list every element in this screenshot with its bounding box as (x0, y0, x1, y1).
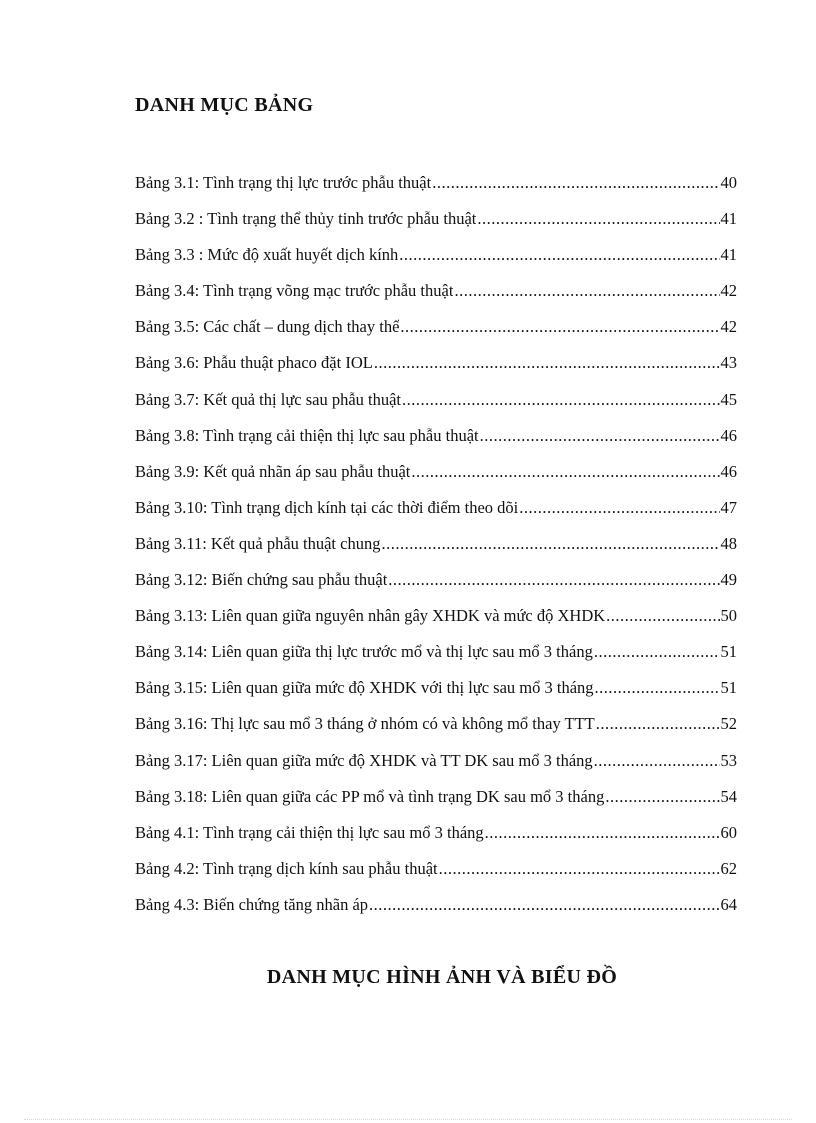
toc-entry-page: 47 (720, 497, 737, 517)
toc-entry-title: Bảng 4.3: Biến chứng tăng nhãn áp (135, 894, 369, 914)
toc-entry-title: Bảng 3.16: Thị lực sau mổ 3 tháng ở nhóm có và không mổ thay TTT (135, 714, 595, 734)
toc-entry-page: 46 (720, 461, 737, 481)
dot-leader (388, 569, 719, 591)
dot-leader (374, 352, 720, 374)
dot-leader (594, 750, 720, 772)
toc-entry-page: 42 (720, 317, 737, 337)
toc-entry-title: Bảng 3.17: Liên quan giữa mức độ XHDK và TT DK sau mổ 3 tháng (135, 750, 593, 770)
toc-entry[interactable] (135, 822, 737, 858)
dot-leader (411, 461, 719, 483)
toc-entry-page: 51 (720, 678, 737, 698)
toc-entry[interactable] (135, 858, 737, 894)
toc-entry-page: 48 (720, 533, 737, 553)
toc-entry-title: Bảng 3.13: Liên quan giữa nguyên nhân gây XHDK và mức độ XHDK (135, 606, 606, 626)
toc-entry-page: 52 (720, 714, 737, 734)
dot-leader (596, 713, 720, 735)
toc-entry-page: 40 (720, 173, 737, 192)
toc-entry-page: 64 (720, 894, 737, 914)
dot-leader (477, 208, 719, 230)
toc-entry-page: 46 (720, 425, 737, 445)
toc-entry-page: 49 (720, 570, 737, 590)
toc-entry-page: 43 (720, 353, 737, 373)
toc-entry-title: Bảng 3.2 : Tình trạng thể thủy tinh trước phẫu thuật (135, 209, 477, 229)
table-of-contents (135, 172, 737, 930)
toc-entry-title: Bảng 3.6: Phẫu thuật phaco đặt IOL (135, 353, 373, 373)
toc-entry-page: 54 (720, 786, 737, 806)
dot-leader (432, 172, 719, 194)
toc-entry-page: 41 (720, 209, 737, 229)
toc-entry[interactable] (135, 569, 737, 605)
toc-entry-title: Bảng 4.2: Tình trạng dịch kính sau phẫu thuật (135, 858, 438, 878)
toc-entry-page: 41 (720, 245, 737, 265)
toc-entry[interactable] (135, 208, 737, 244)
dot-leader (381, 533, 719, 555)
toc-entry-title: Bảng 3.12: Biến chứng sau phẫu thuật (135, 570, 388, 590)
toc-entry-page: 60 (720, 822, 737, 842)
toc-entry[interactable] (135, 497, 737, 533)
toc-entry[interactable] (135, 425, 737, 461)
toc-entry[interactable] (135, 533, 737, 569)
toc-entry-title: Bảng 3.15: Liên quan giữa mức độ XHDK với thị lực sau mổ 3 tháng (135, 678, 594, 698)
toc-entry[interactable] (135, 316, 737, 352)
toc-entry[interactable] (135, 713, 737, 749)
dot-leader (402, 389, 719, 411)
toc-entry[interactable] (135, 641, 737, 677)
toc-entry-page: 42 (720, 281, 737, 301)
toc-entry[interactable] (135, 172, 737, 208)
dot-leader (399, 244, 719, 266)
toc-entry[interactable] (135, 677, 737, 713)
toc-entry[interactable] (135, 894, 737, 930)
dot-leader (369, 894, 719, 916)
list-of-figures-heading: DANH MỤC HÌNH ẢNH VÀ BIỂU ĐỒ (266, 966, 618, 988)
toc-entry-page: 45 (720, 389, 737, 409)
toc-entry-title: Bảng 3.7: Kết quả thị lực sau phẫu thuật (135, 389, 402, 409)
toc-entry-title: Bảng 3.8: Tình trạng cải thiện thị lực sau phẫu thuật (135, 425, 479, 445)
toc-entry[interactable] (135, 605, 737, 641)
dot-leader (519, 497, 719, 519)
toc-entry-page: 53 (720, 750, 737, 770)
toc-entry-page: 51 (720, 642, 737, 662)
toc-entry-title: Bảng 3.10: Tình trạng dịch kính tại các thời điểm theo dõi (135, 497, 519, 517)
toc-entry-page: 50 (720, 606, 737, 626)
toc-entry[interactable] (135, 280, 737, 316)
toc-entry-title: Bảng 4.1: Tình trạng cải thiện thị lực sau mổ 3 tháng (135, 822, 484, 842)
toc-entry-title: Bảng 3.4: Tình trạng võng mạc trước phẫu thuật (135, 281, 454, 301)
dot-leader (606, 605, 719, 627)
dot-leader (400, 316, 719, 338)
dot-leader (480, 425, 720, 447)
page-edge-divider (24, 1119, 792, 1120)
toc-entry[interactable] (135, 750, 737, 786)
list-of-tables-heading: DANH MỤC BẢNG (135, 94, 314, 116)
toc-entry[interactable] (135, 461, 737, 497)
toc-entry-title: Bảng 3.1: Tình trạng thị lực trước phẫu thuật (135, 173, 432, 192)
toc-entry-title: Bảng 3.11: Kết quả phẫu thuật chung (135, 533, 381, 553)
dot-leader (595, 677, 720, 699)
toc-entry[interactable] (135, 352, 737, 388)
toc-entry-title: Bảng 3.14: Liên quan giữa thị lực trước mổ và thị lực sau mổ 3 tháng (135, 642, 593, 662)
dot-leader (594, 641, 720, 663)
dot-leader (454, 280, 719, 302)
toc-entry-title: Bảng 3.3 : Mức độ xuất huyết dịch kính (135, 245, 399, 265)
toc-entry-page: 62 (720, 858, 737, 878)
dot-leader (485, 822, 720, 844)
toc-entry-title: Bảng 3.18: Liên quan giữa các PP mổ và tình trạng DK sau mổ 3 tháng (135, 786, 605, 806)
dot-leader (439, 858, 720, 880)
toc-entry[interactable] (135, 786, 737, 822)
dot-leader (605, 786, 719, 808)
toc-entry[interactable] (135, 244, 737, 280)
toc-entry-title: Bảng 3.5: Các chất – dung dịch thay thế (135, 317, 400, 337)
toc-entry[interactable] (135, 389, 737, 425)
toc-entry-title: Bảng 3.9: Kết quả nhãn áp sau phẫu thuật (135, 461, 411, 481)
